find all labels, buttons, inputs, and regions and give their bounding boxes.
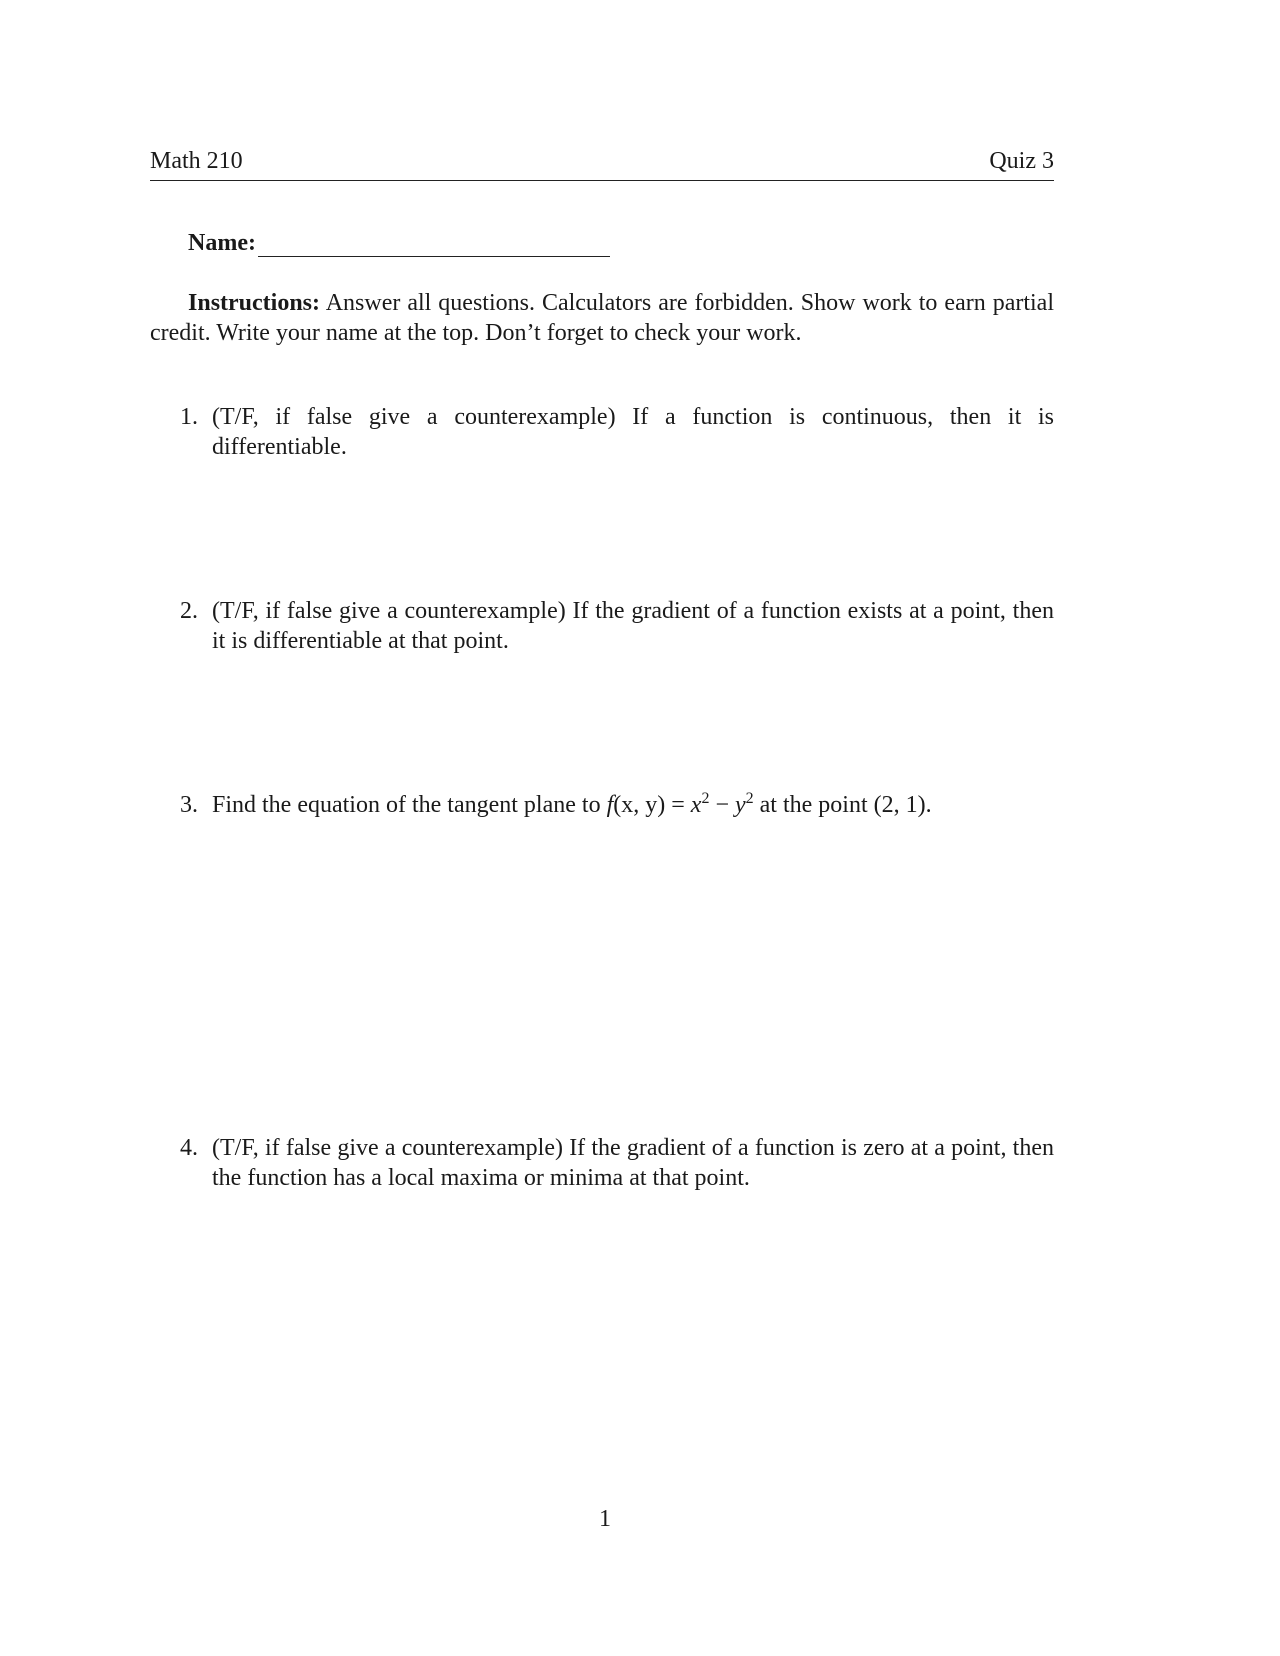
question-number: 3. bbox=[180, 792, 198, 818]
question-number: 4. bbox=[180, 1135, 198, 1161]
running-header bbox=[150, 148, 1054, 181]
question-text: (T/F, if false give a counterexample) If a function is continuous, then it is differentiable. bbox=[212, 404, 1054, 460]
math-function-name: f bbox=[606, 792, 614, 818]
instructions-label: Instructions: bbox=[188, 290, 321, 316]
name-label: Name: bbox=[188, 230, 256, 256]
name-field bbox=[188, 230, 610, 257]
question-number: 1. bbox=[180, 404, 198, 430]
math-exponent: 2 bbox=[745, 790, 754, 807]
question-text: (T/F, if false give a counterexample) If the gradient of a function is zero at a point, then the function has a local maxima or minima at that point. bbox=[212, 1135, 1054, 1191]
question-number: 2. bbox=[180, 598, 198, 624]
math-function-args: (x, y) bbox=[613, 792, 666, 818]
math-term-y: y bbox=[734, 792, 746, 818]
question-text bbox=[212, 790, 1054, 820]
quiz-title: Quiz 3 bbox=[989, 148, 1054, 174]
name-blank-line[interactable] bbox=[258, 232, 610, 257]
question-text-suffix: at the point (2, 1). bbox=[753, 792, 932, 818]
course-title: Math 210 bbox=[150, 148, 243, 174]
question-2 bbox=[180, 596, 1054, 656]
question-3 bbox=[180, 790, 1054, 820]
math-term-x: x bbox=[690, 792, 702, 818]
instructions-text: Answer all questions. Calculators are forbidden. Show work to earn partial credit. Write your name at the top. Don’t forget to check your work. bbox=[150, 290, 1054, 346]
question-4 bbox=[180, 1133, 1054, 1193]
instructions bbox=[150, 288, 1054, 348]
math-exponent: 2 bbox=[701, 790, 710, 807]
math-equals: = bbox=[665, 792, 691, 818]
page-number: 1 bbox=[599, 1506, 611, 1532]
question-text: (T/F, if false give a counterexample) If the gradient of a function exists at a point, then it is differentiable at that point. bbox=[212, 598, 1054, 654]
question-1 bbox=[180, 402, 1054, 462]
question-text-prefix: Find the equation of the tangent plane to bbox=[212, 792, 607, 818]
math-minus: − bbox=[709, 792, 735, 818]
